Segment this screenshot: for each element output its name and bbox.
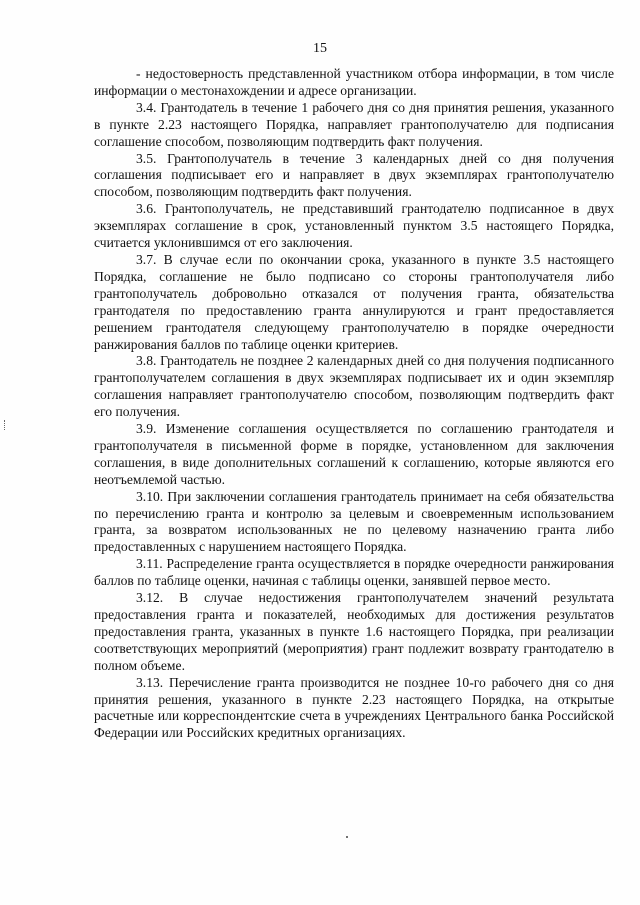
paragraph-3-6: 3.6. Грантополучатель, не представивший грантодателю подписанное в двух экземплярах соглашение в срок, установленный пунктом 3.5 настоящего Порядка, считается уклонившимся от его заключения. — [94, 201, 614, 251]
paragraph-3-13: 3.13. Перечисление гранта производится не позднее 10-го рабочего дня со дня принятия решения, указанного в пункте 2.23 настоящего Порядка, на открытые расчетные или корреспондентские счета в учреждениях Центрального банка Российской Федерации или Российских кредитных организациях. — [94, 674, 614, 741]
paragraph-3-8: 3.8. Грантодатель не позднее 2 календарных дней со дня получения подписанного грантополучателем соглашения в двух экземплярах подписывает их и один экземпляр соглашения направляет грантополучателю способом, позволяющим подтвердить факт его получения. — [94, 353, 614, 420]
paragraph-3-7: 3.7. В случае если по окончании срока, указанного в пункте 3.5 настоящего Порядка, соглашение не было подписано со стороны грантополучателя либо грантополучатель добровольно отказался от получения гранта, обязательства грантодателя по предоставлению гранта аннулируются и грант предоставляется решением грантодателя следующему грантополучателю в порядке очередности ранжирования баллов по таблице оценки критериев. — [94, 251, 614, 352]
paragraph-3-4: 3.4. Грантодатель в течение 1 рабочего дня со дня принятия решения, указанного в пункте 2.23 настоящего Порядка, направляет грантополучателю для подписания соглашение способом, позволяющим подтвердить факт получения. — [94, 99, 614, 149]
paragraph-3-5: 3.5. Грантополучатель в течение 3 календарных дней со дня получения соглашения подписывает его и направляет в двух экземплярах грантополучателю способом, позволяющим подтвердить факт получения. — [94, 150, 614, 200]
scan-speck — [346, 836, 348, 838]
paragraph-3-10: 3.10. При заключении соглашения грантодатель принимает на себя обязательства по перечислению гранта и контролю за целевым и своевременным использованием гранта, за возвратом использованных не по целевому назначению гранта либо предоставленных с нарушением настоящего Порядка. — [94, 488, 614, 555]
page-number: 15 — [313, 41, 327, 56]
document-body — [94, 66, 614, 742]
paragraph-unreliable-info: - недостоверность представленной участником отбора информации, в том числе информации о местонахождении и адресе организации. — [94, 66, 614, 98]
scan-edge-mark — [4, 420, 7, 430]
paragraph-3-9: 3.9. Изменение соглашения осуществляется по соглашению грантодателя и грантополучателя в письменной форме в порядке, установленном для заключения соглашения, в виде дополнительных соглашений к соглашению, которые являются его неотъемлемой частью. — [94, 421, 614, 487]
paragraph-3-11: 3.11. Распределение гранта осуществляется в порядке очередности ранжирования баллов по таблице оценки, начиная с таблицы оценки, занявшей первое место. — [94, 556, 614, 589]
paragraph-3-12: 3.12. В случае недостижения грантополучателем значений результата предоставления гранта и показателей, необходимых для достижения результатов предоставления гранта, указанных в пункте 1.6 настоящего Порядка, при реализации соответствующих мероприятий (мероприятия) грант подлежит возврату грантодателю в полном объеме. — [94, 590, 614, 673]
